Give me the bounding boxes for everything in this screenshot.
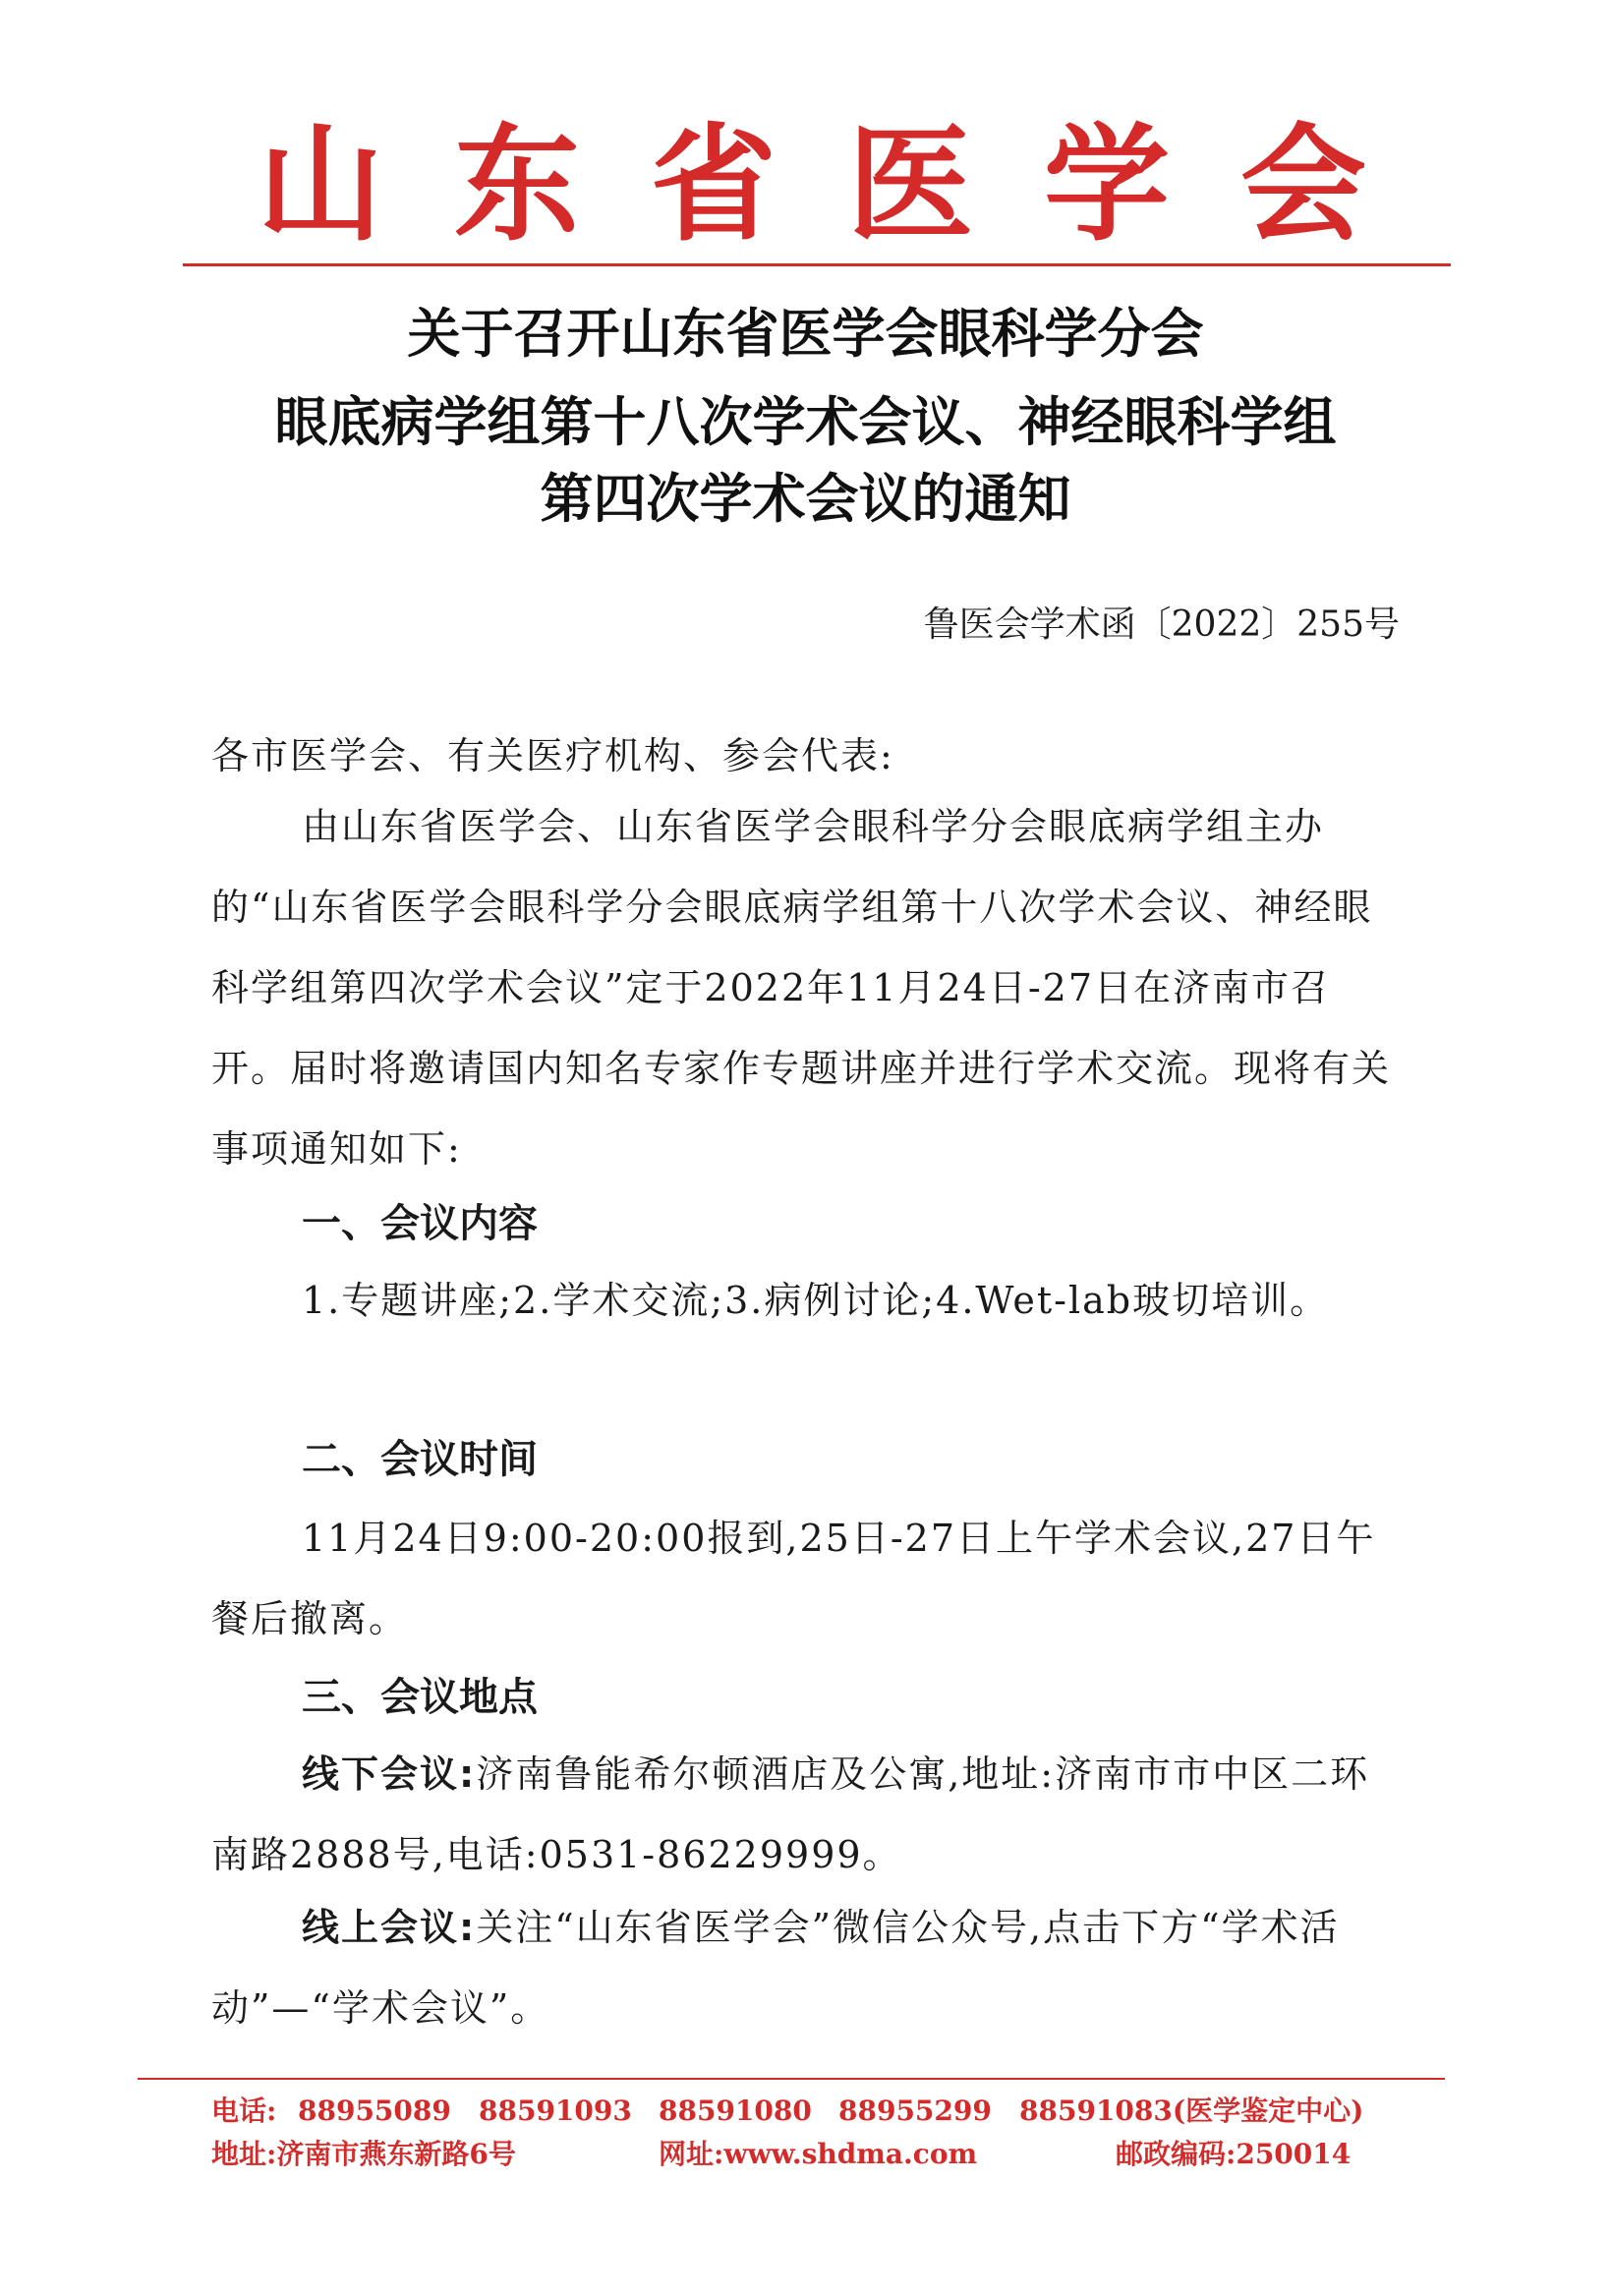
title-line-3: 第四次学术会议的通知 (540, 468, 1071, 530)
letterhead-char: 学 (1044, 111, 1171, 258)
footer-phone-label: 电话: (211, 2095, 277, 2127)
intro-paragraph: 由山东省医学会、山东省医学会眼科学分会眼底病学组主办的“山东省医学会眼科学分会眼底病学组第十八次学术会议、神经眼科学组第四次学术会议”定于2022年11月24日-27日在济南市召开。届时将邀请国内知名专家作专题讲座并进行学术交流。现将有关事项通知如下: (211, 805, 1392, 1171)
section-body-time: 11月24日9:00-20:00报到,25日-27日上午学术会议,27日午餐后撤离。 (211, 1517, 1376, 1640)
offline-meeting (211, 1734, 1399, 1895)
letterhead (0, 106, 1611, 263)
title-line-2: 眼底病学组第十八次学术会议、神经眼科学组 (274, 391, 1337, 453)
letterhead-char: 会 (1240, 111, 1367, 258)
salutation: 各市医学会、有关医疗机构、参会代表: (211, 734, 894, 777)
footer-address: 地址:济南市燕东新路6号 (211, 2138, 516, 2170)
footer-divider (138, 2078, 1445, 2080)
section-heading-location: 三、会议地点 (302, 1675, 538, 1720)
letterhead-char: 山 (258, 111, 384, 258)
footer-phone: 88955089 (298, 2095, 451, 2127)
letterhead-char: 东 (454, 111, 581, 258)
online-meeting (211, 1887, 1399, 2048)
header-divider (183, 263, 1451, 266)
footer-phone: 88591083(医学鉴定中心) (1019, 2095, 1364, 2127)
offline-meeting-label: 线下会议: (302, 1752, 477, 1796)
document-number: 鲁医会学术函〔2022〕255号 (923, 604, 1400, 645)
title-line-1: 关于召开山东省医学会眼科学分会 (407, 303, 1204, 365)
footer-phone: 88955299 (838, 2095, 992, 2127)
footer-postcode: 邮政编码:250014 (1116, 2138, 1352, 2170)
online-meeting-label: 线上会议: (302, 1906, 477, 1949)
section-heading-time: 二、会议时间 (302, 1437, 538, 1482)
footer-phone: 88591080 (659, 2095, 812, 2127)
footer-website: 网址:www.shdma.com (659, 2138, 978, 2170)
online-meeting-text: 关注“山东省医学会”微信公众号,点击下方“学术活动”—“学术会议”。 (211, 1906, 1340, 2030)
letterhead-char: 医 (847, 111, 974, 258)
letterhead-char: 省 (651, 111, 777, 258)
footer-phone: 88591093 (479, 2095, 632, 2127)
section-body-content: 1.专题讲座;2.学术交流;3.病例讨论;4.Wet-lab玻切培训。 (302, 1279, 1330, 1322)
offline-meeting-text: 济南鲁能希尔顿酒店及公寓,地址:济南市市中区二环南路2888号,电话:0531-86229999。 (211, 1752, 1370, 1876)
section-heading-content: 一、会议内容 (302, 1201, 538, 1246)
